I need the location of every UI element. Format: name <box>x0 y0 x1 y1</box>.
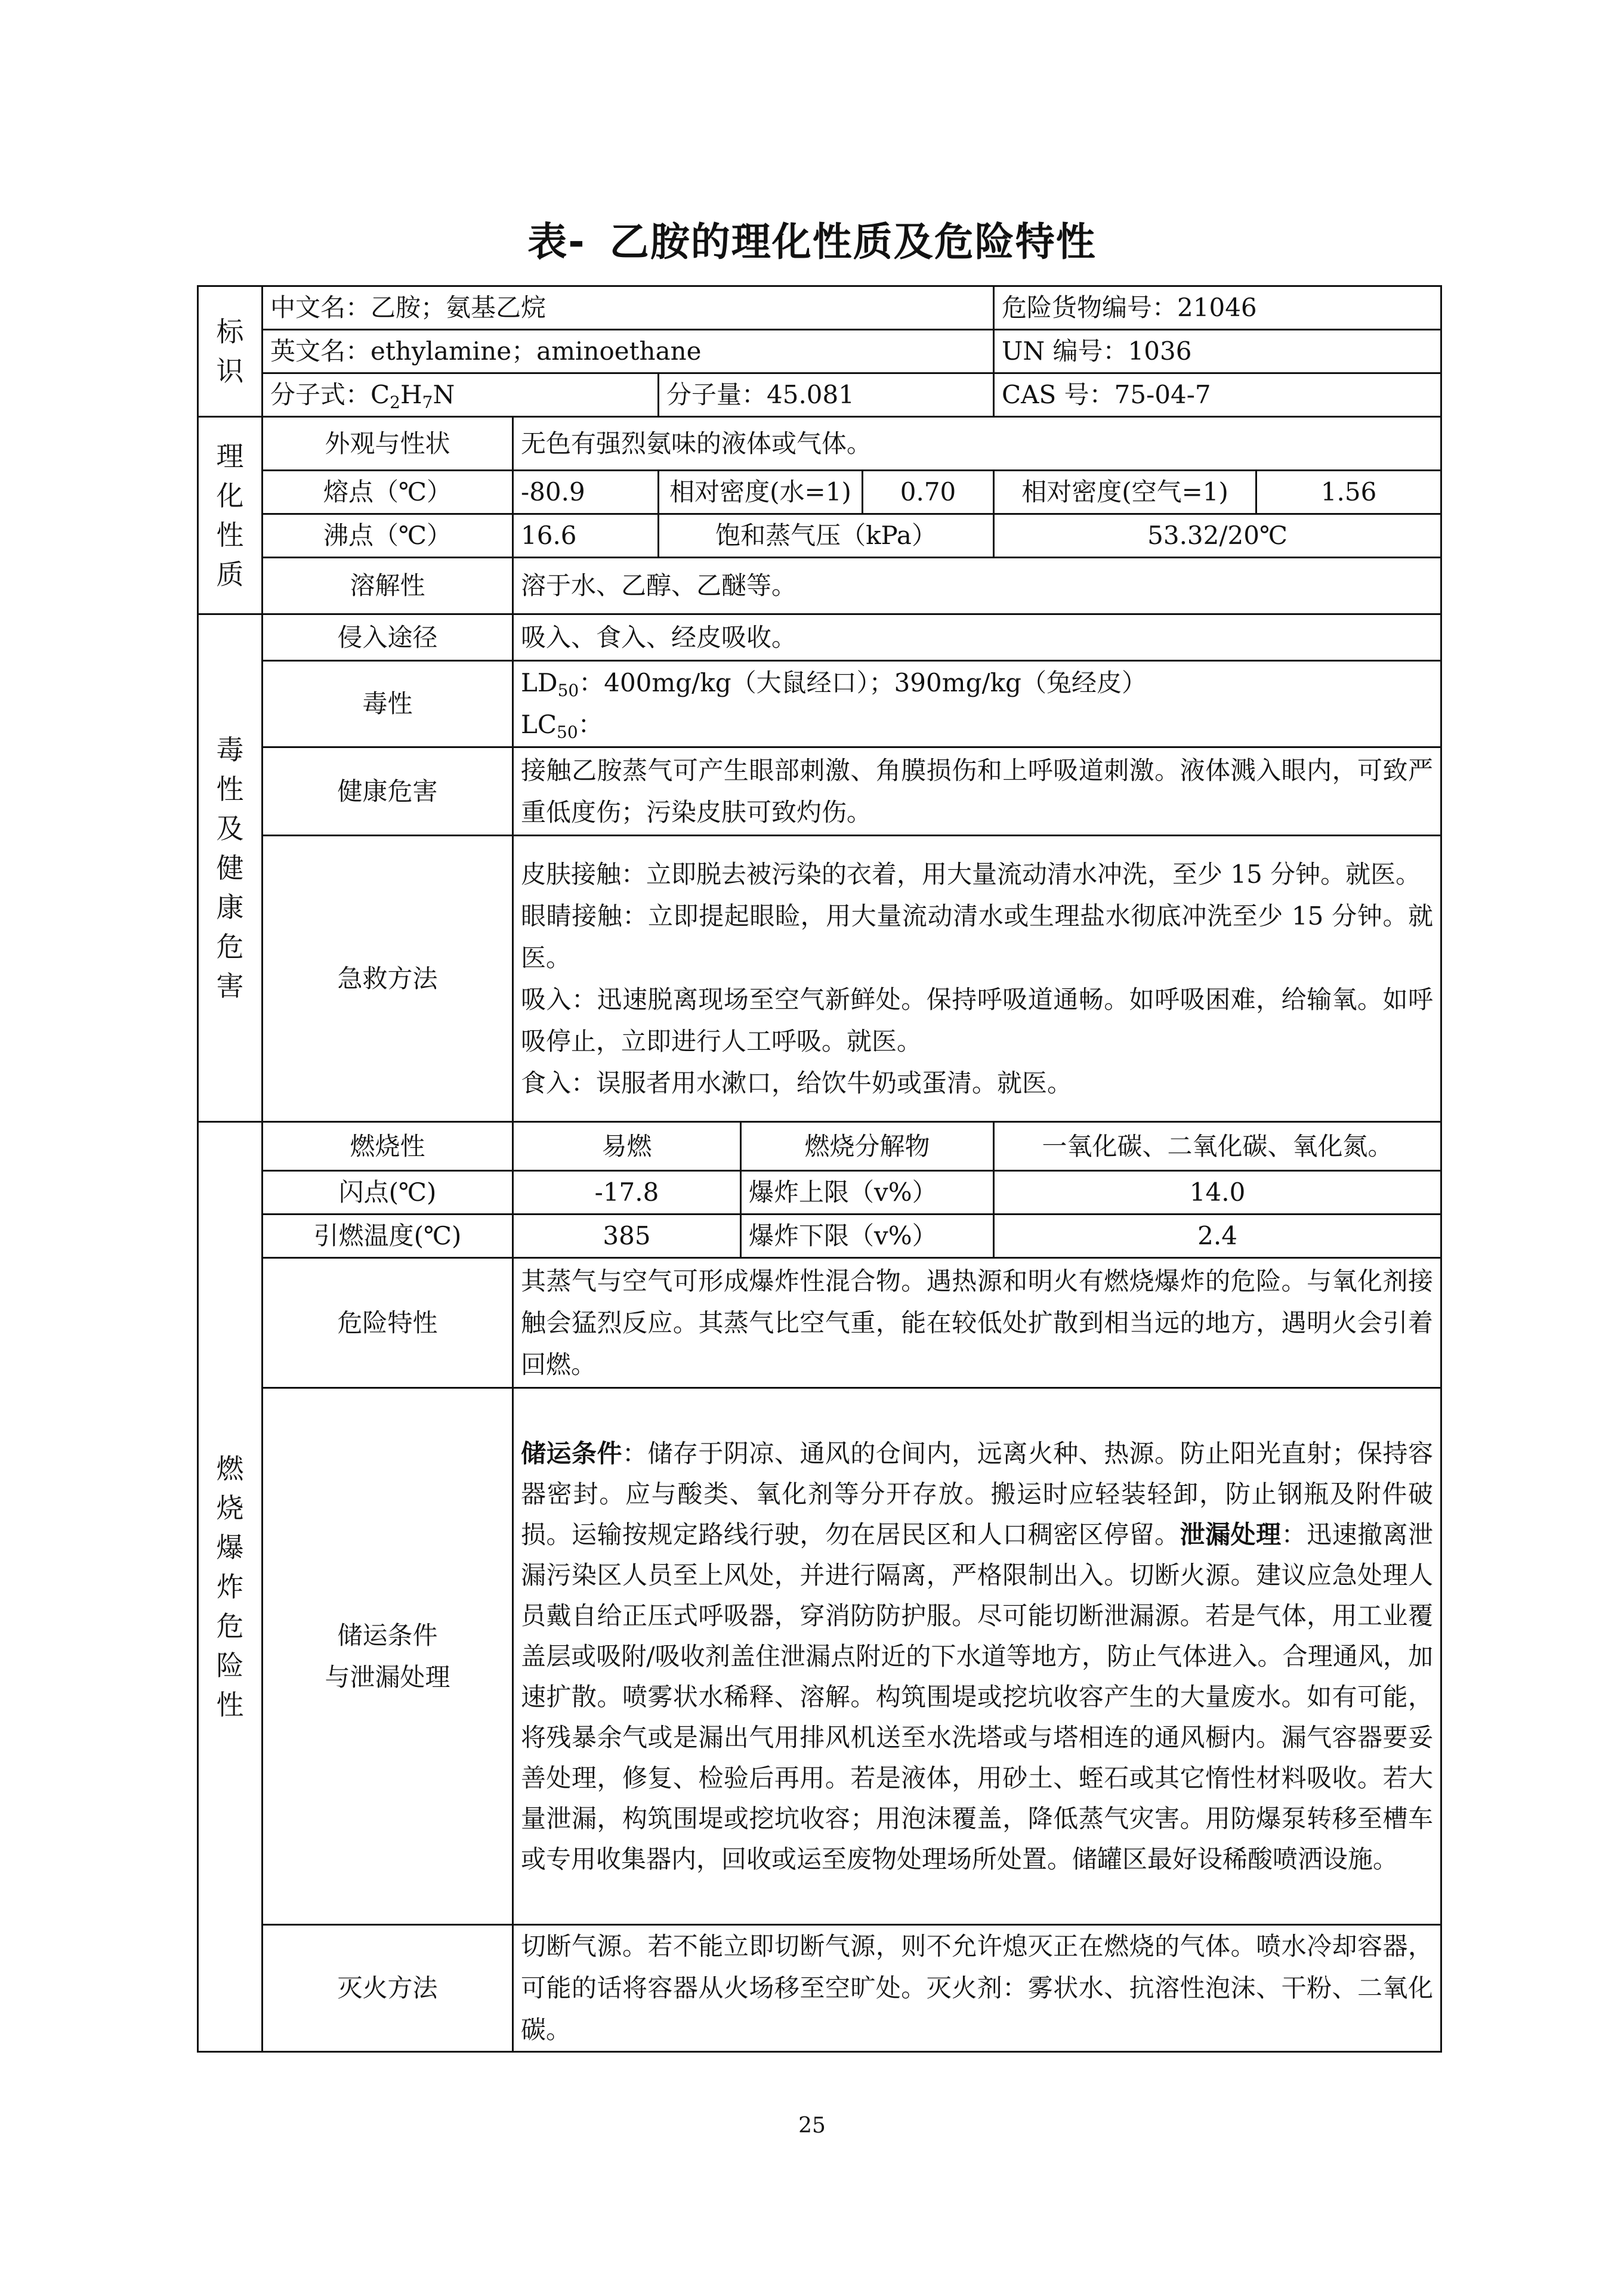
page-title <box>0 210 1624 267</box>
page-number: 25 <box>798 2113 826 2138</box>
un-number: UN 编号：1036 <box>994 330 1441 373</box>
rel-density-water-label: 相对密度(水=1) <box>659 471 863 514</box>
cn-name: 中文名：乙胺；氨基乙烷 <box>263 286 994 330</box>
title-prefix: 表- <box>527 219 586 265</box>
table-row <box>198 661 1441 747</box>
ld50-line: $LD_{50}$：400mg/kg（大鼠经口）；390mg/kg（兔经皮） <box>521 668 1147 700</box>
section-physchem: 理 化 性 质 <box>198 417 263 614</box>
extinguish-value: 切断气源。若不能立即切断气源，则不允许熄灭正在燃烧的气体。喷水冷却容器，可能的话将容器从火场移至空旷处。灭火剂：雾状水、抗溶性泡沫、干粉、二氧化碳。 <box>513 1925 1441 2052</box>
molecular-weight: 分子量：45.081 <box>659 373 994 417</box>
first-aid-value <box>513 836 1441 1122</box>
combustibility-value: 易燃 <box>513 1122 741 1171</box>
extinguish-label: 灭火方法 <box>263 1925 513 2052</box>
hazard-value: 其蒸气与空气可形成爆炸性混合物。遇热源和明火有燃烧爆炸的危险。与氧化剂接触会猛烈反应。其蒸气比空气重，能在较低处扩散到相当远的地方，遇明火会引着回燃。 <box>513 1258 1441 1388</box>
boiling-point-label: 沸点（℃） <box>263 514 513 558</box>
lc50-line: $LC_{50}$： <box>521 710 603 742</box>
route-label: 侵入途径 <box>263 614 513 661</box>
section-fire: 燃 烧 爆 炸 危 险 性 <box>198 1122 263 2052</box>
flash-point-label: 闪点(℃) <box>263 1171 513 1215</box>
melting-point-label: 熔点（℃） <box>263 471 513 514</box>
table-row <box>198 1925 1441 2052</box>
lel-value: 2.4 <box>994 1215 1441 1258</box>
appearance-value: 无色有强烈氨味的液体或气体。 <box>513 417 1441 471</box>
ignition-temp-value: 385 <box>513 1215 741 1258</box>
storage-keyword: 储运条件 <box>521 1438 622 1468</box>
melting-point-value: -80.9 <box>513 471 659 514</box>
health-label: 健康危害 <box>263 747 513 836</box>
toxicity-label: 毒性 <box>263 661 513 747</box>
hazard-label: 危险特性 <box>263 1258 513 1388</box>
table-row <box>198 514 1441 558</box>
table-row <box>198 836 1441 1122</box>
table-row <box>198 1388 1441 1925</box>
table-row <box>198 747 1441 836</box>
section-toxicity: 毒 性 及 健 康 危 害 <box>198 614 263 1122</box>
toxicity-value <box>513 661 1441 747</box>
storage-label: 储运条件 与泄漏处理 <box>263 1388 513 1925</box>
table-row <box>198 373 1441 417</box>
decomposition-label: 燃烧分解物 <box>741 1122 994 1171</box>
appearance-label: 外观与性状 <box>263 417 513 471</box>
decomposition-value: 一氧化碳、二氧化碳、氧化氮。 <box>994 1122 1441 1171</box>
solubility-value: 溶于水、乙醇、乙醚等。 <box>513 558 1441 614</box>
table-row <box>198 286 1441 330</box>
health-value: 接触乙胺蒸气可产生眼部刺激、角膜损伤和上呼吸道刺激。液体溅入眼内，可致严重低度伤；污染皮肤可致灼伤。 <box>513 747 1441 836</box>
rel-density-air-value: 1.56 <box>1256 471 1441 514</box>
table-row <box>198 417 1441 471</box>
uel-label: 爆炸上限（v%） <box>741 1171 994 1215</box>
solubility-label: 溶解性 <box>263 558 513 614</box>
lel-label: 爆炸下限（v%） <box>741 1215 994 1258</box>
vapor-pressure-label: 饱和蒸气压（kPa） <box>659 514 994 558</box>
cas-number: CAS 号：75-04-7 <box>994 373 1441 417</box>
table-row <box>198 1171 1441 1215</box>
first-aid-ingestion: 食入：误服者用水漱口，给饮牛奶或蛋清。就医。 <box>521 1068 1073 1098</box>
storage-value: 储运条件：储存于阴凉、通风的仓间内，远离火种、热源。防止阳光直射；保持容器密封。应与酸类、氧化剂等分开存放。搬运时应轻装轻卸，防止钢瓶及附件破损。运输按规定路线行驶，勿在居民区和人口稠密区停留。泄漏处理：迅速撤离泄漏污染区人员至上风处，并进行隔离，严格限制出入。切断火源。建议应急处理人员戴自给正压式呼吸器，穿消防防护服。尽可能切断泄漏源。若是气体，用工业覆盖层或吸附/吸收剂盖住泄漏点附近的下水道等地方，防止气体进入。合理通风，加速扩散。喷雾状水稀释、溶解。构筑围堤或挖坑收容产生的大量废水。如有可能，将残暴余气或是漏出气用排风机送至水洗塔或与塔相连的通风橱内。漏气容器要妥善处理，修复、检验后再用。若是液体，用砂土、蛭石或其它惰性材料吸收。若大量泄漏，构筑围堤或挖坑收容；用泡沫覆盖，降低蒸气灾害。用防爆泵转移至槽车或专用收集器内，回收或运至废物处理场所处置。储罐区最好设稀酸喷洒设施。 <box>513 1388 1441 1925</box>
dg-number: 危险货物编号：21046 <box>994 286 1441 330</box>
table-row <box>198 471 1441 514</box>
table-row <box>198 1215 1441 1258</box>
table-row <box>198 558 1441 614</box>
vapor-pressure-value: 53.32/20℃ <box>994 514 1441 558</box>
rel-density-water-value: 0.70 <box>863 471 994 514</box>
route-value: 吸入、食入、经皮吸收。 <box>513 614 1441 661</box>
properties-table <box>197 285 1442 2053</box>
flash-point-value: -17.8 <box>513 1171 741 1215</box>
en-name: 英文名：ethylamine；aminoethane <box>263 330 994 373</box>
combustibility-label: 燃烧性 <box>263 1122 513 1171</box>
first-aid-skin: 皮肤接触：立即脱去被污染的衣着，用大量流动清水冲洗，至少 15 分钟。就医。 <box>521 859 1421 889</box>
section-identification: 标 识 <box>198 286 263 417</box>
table-row <box>198 1122 1441 1171</box>
first-aid-label: 急救方法 <box>263 836 513 1122</box>
table-row <box>198 1258 1441 1388</box>
table-row <box>198 330 1441 373</box>
table-row <box>198 614 1441 661</box>
rel-density-air-label: 相对密度(空气=1) <box>994 471 1256 514</box>
ignition-temp-label: 引燃温度(℃) <box>263 1215 513 1258</box>
leak-keyword: 泄漏处理 <box>1180 1519 1282 1549</box>
boiling-point-value: 16.6 <box>513 514 659 558</box>
first-aid-inhalation: 吸入：迅速脱离现场至空气新鲜处。保持呼吸道通畅。如呼吸困难，给输氧。如呼吸停止，立即进行人工呼吸。就医。 <box>521 984 1434 1056</box>
uel-value: 14.0 <box>994 1171 1441 1215</box>
title-main: 乙胺的理化性质及危险特性 <box>609 219 1097 265</box>
molecular-formula: 分子式：$C_2H_7N$ <box>263 373 659 417</box>
first-aid-eye: 眼睛接触：立即提起眼睑，用大量流动清水或生理盐水彻底冲洗至少 15 分钟。就医。 <box>521 901 1434 972</box>
